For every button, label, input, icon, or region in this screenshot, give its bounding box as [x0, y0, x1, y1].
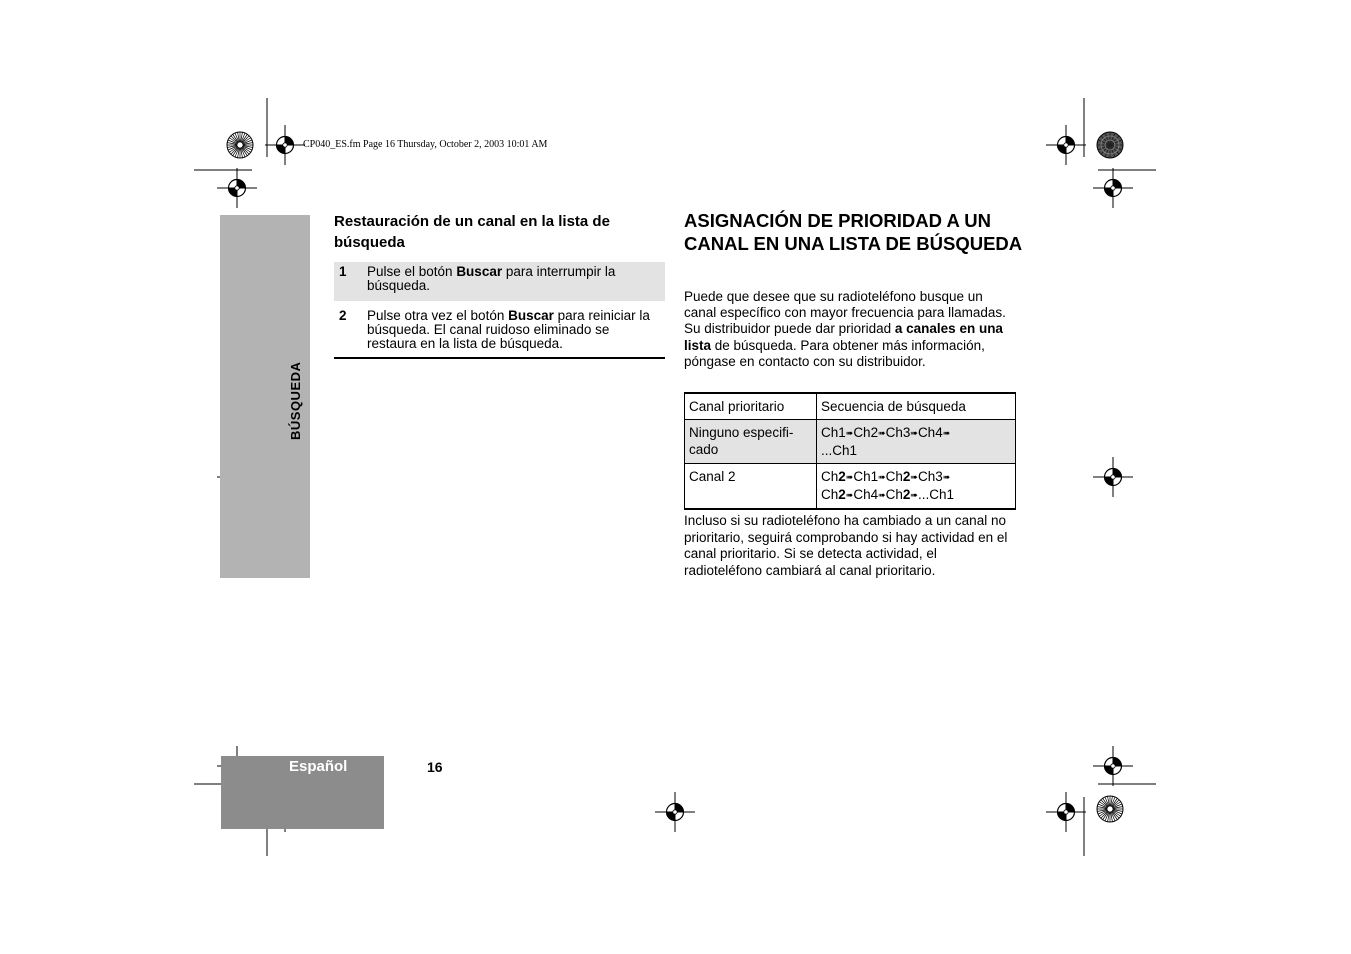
starburst-mark-icon — [1097, 796, 1123, 822]
table-cell-channel: Canal 2 — [685, 464, 817, 510]
step-number: 1 — [339, 264, 347, 279]
section-heading: ASIGNACIÓN DE PRIORIDAD A UN CANAL EN UNA LISTA DE BÚSQUEDA — [684, 210, 1023, 254]
arrow-icon: ➠ — [942, 472, 951, 482]
priority-table — [684, 392, 1016, 510]
body-paragraph: Puede que desee que su radioteléfono busque un canal específico con mayor frecuencia para llamadas. Su distribuidor puede dar prioridad a canales en una lista de búsqueda. Para obtener más información, póngase en contacto con su distribuidor. — [684, 289, 1006, 369]
arrow-icon: ➠ — [878, 472, 886, 482]
registration-mark-icon — [265, 125, 305, 165]
print-header: CP040_ES.fm Page 16 Thursday, October 2, 2003 10:01 AM — [303, 139, 548, 150]
step-text: Pulse el botón Buscar para interrumpir la búsqueda. — [367, 264, 616, 293]
starburst-mark-icon — [227, 132, 253, 158]
registration-mark-icon — [1093, 746, 1133, 786]
registration-mark-icon — [1093, 168, 1133, 208]
registration-mark-icon — [1093, 457, 1133, 497]
arrow-icon: ➠ — [910, 472, 918, 482]
table-header-cell: Canal prioritario — [685, 393, 817, 420]
registration-mark-icon — [1046, 125, 1086, 165]
arrow-icon: ➠ — [942, 428, 951, 438]
arrow-icon: ➠ — [878, 490, 886, 500]
footer-language: Español — [289, 758, 348, 775]
table-row — [685, 464, 1016, 510]
table-cell-sequence: Ch2➠Ch1➠Ch2➠Ch3➠ Ch2➠Ch4➠Ch2➠...Ch1 — [817, 464, 1016, 510]
table-header-cell: Secuencia de búsqueda — [817, 393, 1016, 420]
page-number: 16 — [427, 759, 443, 775]
section-heading: Restauración de un canal en la lista de búsqueda — [334, 213, 610, 251]
body-paragraph: Incluso si su radioteléfono ha cambiado a un canal no prioritario, seguirá comprobando si hay actividad en el canal prioritario. Si se detecta actividad, el radioteléfono cambiará al canal prioritario. — [684, 513, 1008, 578]
button-name: Buscar — [456, 264, 503, 279]
step-number: 2 — [339, 308, 347, 323]
registration-mark-icon — [217, 168, 257, 208]
registration-mark-icon — [1046, 792, 1086, 832]
arrow-icon: ➠ — [910, 490, 918, 500]
step-item — [334, 262, 665, 301]
button-name: Buscar — [508, 308, 554, 323]
arrow-icon: ➠ — [845, 472, 854, 482]
starburst-mark-icon — [1097, 132, 1123, 158]
table-cell-sequence: Ch1➠Ch2➠Ch3➠Ch4➠ ...Ch1 — [817, 420, 1016, 464]
step-list — [334, 262, 665, 359]
table-row — [685, 420, 1016, 464]
arrow-icon: ➠ — [878, 428, 886, 438]
arrow-icon: ➠ — [910, 428, 918, 438]
table-header-row — [685, 393, 1016, 420]
registration-mark-icon — [655, 792, 695, 832]
table-cell-channel: Ninguno especifi- cado — [685, 420, 817, 464]
arrow-icon: ➠ — [845, 490, 854, 500]
step-text: Pulse otra vez el botón Buscar para reiniciar la búsqueda. El canal ruidoso eliminado se restaura en la lista de búsqueda. — [367, 308, 650, 351]
arrow-icon: ➠ — [845, 428, 854, 438]
step-item — [334, 306, 665, 357]
section-tab-label: BÚSQUEDA — [288, 361, 303, 440]
